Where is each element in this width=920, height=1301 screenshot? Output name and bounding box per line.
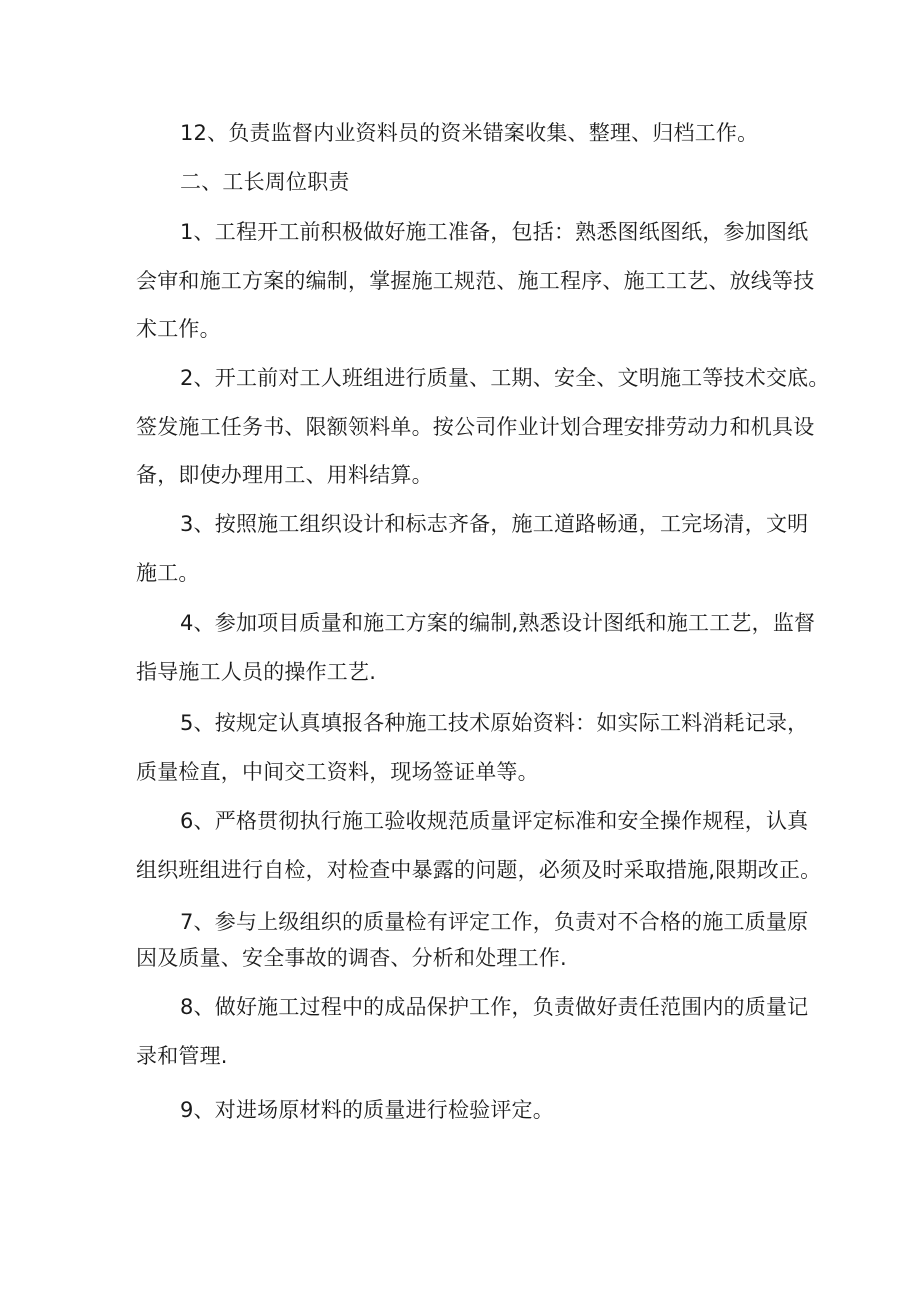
- text-line-item-9: 9、对进场原材料的质量进行检验评定。: [180, 1098, 554, 1122]
- text-line-item-12: 12、负责监督内业资料员的资米错案收集、整理、归档工作。: [180, 121, 759, 145]
- text-line-item-7: 7、参与上级组织的质量检有评定工作，负责对不合格的施工质量原: [180, 910, 809, 934]
- text-line-continuation: 会审和施工方案的编制，掌握施工规范、施工程序、施工工艺、放线等技: [136, 269, 815, 293]
- text-line-continuation: 指导施工人员的操作工艺.: [136, 660, 377, 684]
- text-line-continuation: 质量检直，中间交工资料，现场签证单等。: [136, 760, 539, 784]
- section-heading-foreman-duties: 二、工长周位职责: [180, 170, 350, 194]
- text-line-item-3: 3、按照施工组织设计和标志齐备，施工道路畅通，工完场清，文明: [180, 512, 809, 536]
- text-line-continuation: 备，即使办理用工、用料结算。: [136, 463, 433, 487]
- text-line-item-6: 6、严格贯彻执行施工验收规范质量评定标准和安全操作规程，认真: [180, 809, 809, 833]
- text-line-continuation: 因及质量、安全事故的调杳、分析和处理工作.: [136, 946, 567, 970]
- text-line-continuation: 施工。: [136, 561, 200, 585]
- text-line-continuation: 录和管理.: [136, 1044, 228, 1068]
- text-line-item-2: 2、开工前对工人班组进行质量、工期、安全、文明施工等技术交底。: [180, 366, 830, 390]
- text-line-continuation: 组织班组进行自检，对检查中暴露的问题，必须及时采取措施,限期改正。: [136, 858, 822, 882]
- text-line-item-5: 5、按规定认真填报各种施工技术原始资料：如实际工料消耗记录，: [180, 711, 809, 735]
- text-line-item-8: 8、做好施工过程中的成品保护工作，负责做好责任范围内的质量记: [180, 995, 809, 1019]
- text-line-item-1: 1、工程开工前积极做好施工准备，包括：熟悉图纸图纸，参加图纸: [180, 220, 809, 244]
- text-line-item-4: 4、参加项目质量和施工方案的编制,熟悉设计图纸和施工工艺，监督: [180, 611, 816, 635]
- text-line-continuation: 术工作。: [136, 317, 221, 341]
- text-line-continuation: 签发施工任务书、限额领料单。按公司作业计划合理安排劳动力和机具设: [136, 415, 815, 439]
